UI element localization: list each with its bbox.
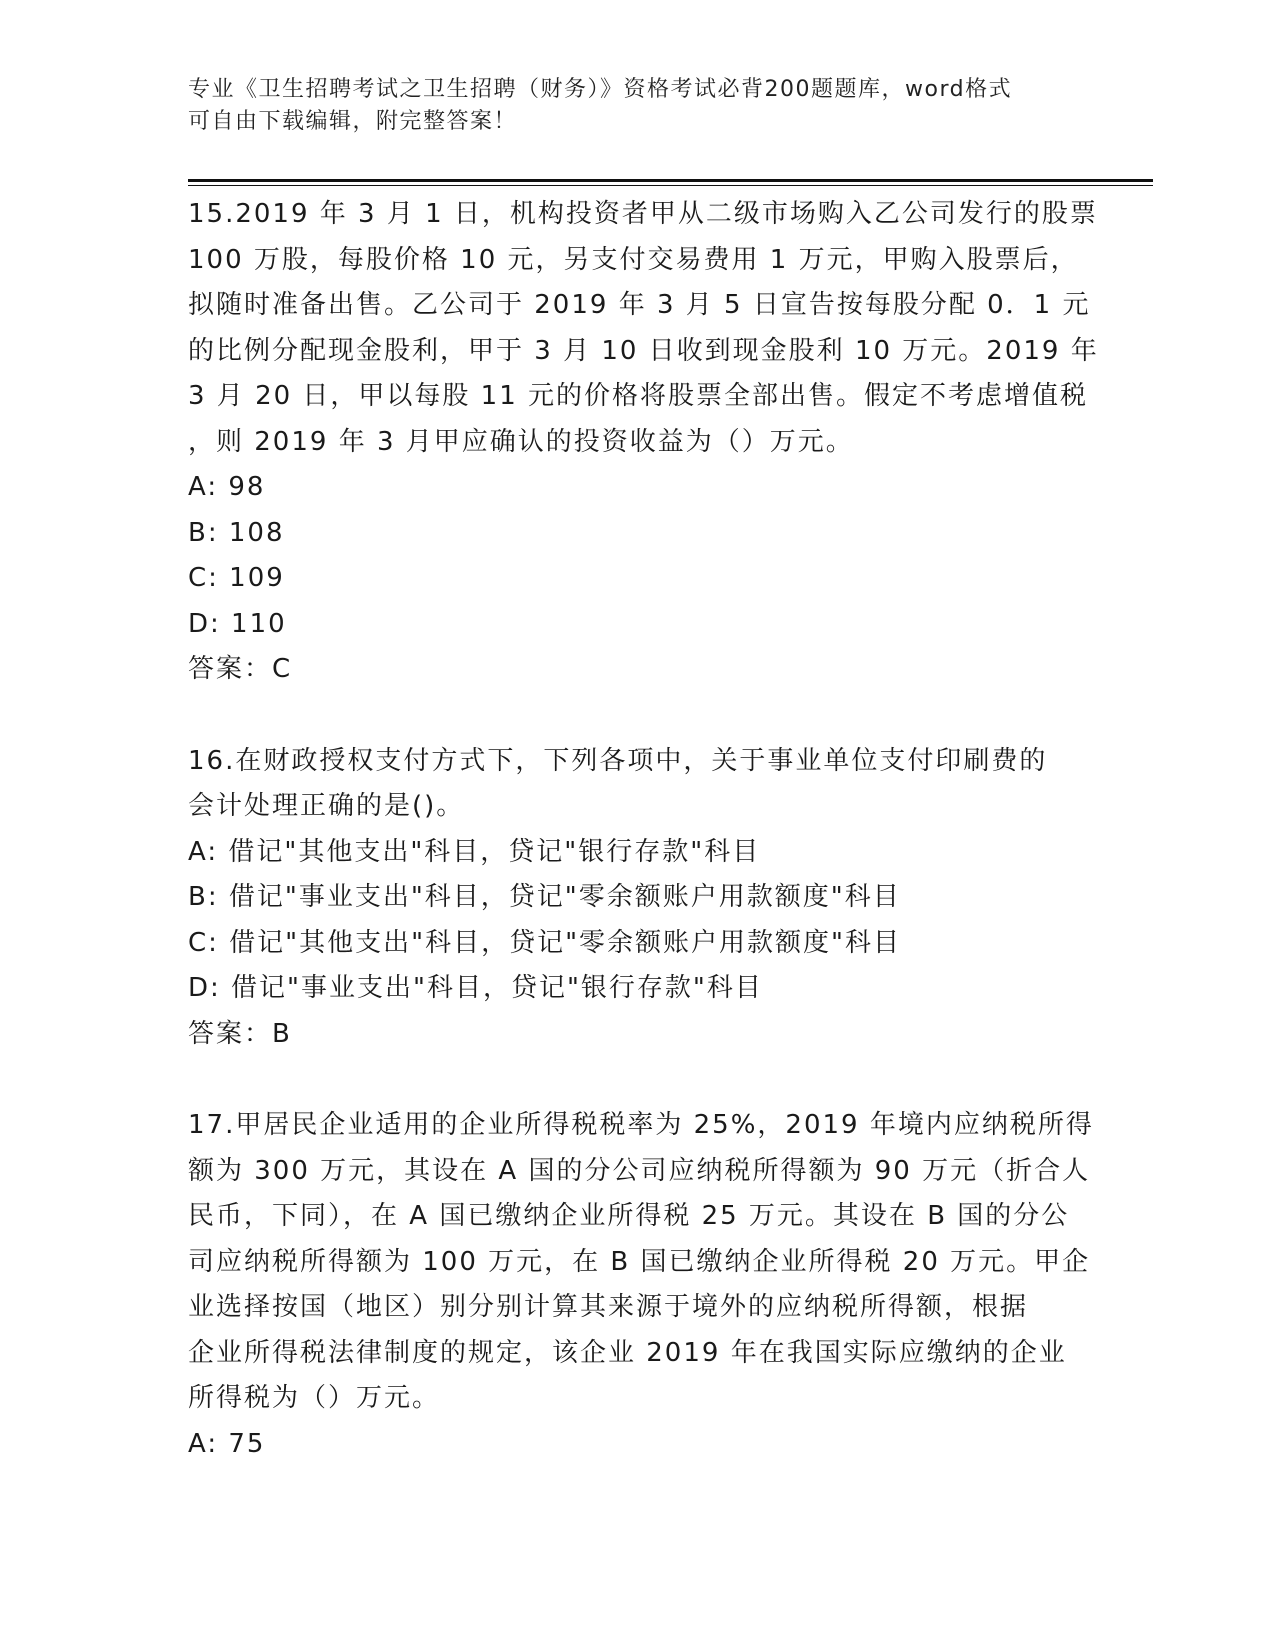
answer-label: 答案：C [188, 654, 293, 684]
answer-label: 答案：B [188, 1018, 292, 1049]
question-stem-line: 15.2019 年 3 月 1 日，机构投资者甲从二级市场购入乙公司发行的股票 [188, 199, 1098, 229]
header-rule-thick [188, 179, 1153, 182]
option-b: B: 108 [188, 517, 285, 548]
question-stem-line: 17.甲居民企业适用的企业所得税税率为 25%，2019 年境内应纳税所得 [188, 1110, 1094, 1140]
question-stem-line: 会计处理正确的是()。 [188, 791, 465, 821]
header-line: 专业《卫生招聘考试之卫生招聘（财务）》资格考试必背200题题库，word格式 [188, 77, 1013, 102]
question-stem-line: 16.在财政授权支付方式下，下列各项中，关于事业单位支付印刷费的 [188, 745, 1048, 776]
question-stem-line: 100 万股，每股价格 10 元，另支付交易费用 1 万元，甲购入股票后， [188, 244, 1079, 275]
option-a: A: 98 [188, 472, 266, 502]
question-stem-line: 司应纳税所得额为 100 万元，在 B 国已缴纳企业所得税 20 万元。甲企 [188, 1246, 1091, 1277]
question-list [188, 192, 1099, 1467]
header-line: 可自由下载编辑，附完整答案！ [188, 109, 518, 134]
question-stem-line: 民币，下同），在 A 国已缴纳企业所得税 25 万元。其设在 B 国的分公 [188, 1201, 1070, 1231]
option-a: A: 75 [188, 1428, 266, 1459]
option-c: C: 109 [188, 563, 285, 593]
question-stem-line: 拟随时准备出售。乙公司于 2019 年 3 月 5 日宣告按每股分配 0．1 元 [188, 290, 1091, 320]
question-17 [188, 1103, 1094, 1467]
option-b: B: 借记"事业支出"科目，贷记"零余额账户用款额度"科目 [188, 882, 901, 912]
question-stem-line: 所得税为（）万元。 [188, 1383, 441, 1413]
option-d: D: 借记"事业支出"科目，贷记"银行存款"科目 [188, 973, 763, 1003]
question-stem-line: 业选择按国（地区）别分别计算其来源于境外的应纳税所得额，根据 [188, 1292, 1029, 1322]
question-stem-line: ，则 2019 年 3 月甲应确认的投资收益为（）万元。 [188, 426, 854, 457]
document-header [188, 74, 1068, 138]
question-spacer [188, 693, 1088, 739]
question-stem-line: 额为 300 万元，其设在 A 国的分公司应纳税所得额为 90 万元（折合人 [188, 1155, 1091, 1186]
question-spacer [188, 1057, 1088, 1103]
option-d: D: 110 [188, 608, 287, 639]
header-rule-thin [188, 185, 1153, 186]
option-c: C: 借记"其他支出"科目，贷记"零余额账户用款额度"科目 [188, 927, 902, 958]
question-stem-line: 3 月 20 日，甲以每股 11 元的价格将股票全部出售。假定不考虑增值税 [188, 381, 1089, 411]
option-a: A: 借记"其他支出"科目，贷记"银行存款"科目 [188, 836, 761, 867]
question-15 [188, 192, 1099, 693]
question-stem-line: 企业所得税法律制度的规定，该企业 2019 年在我国实际应缴纳的企业 [188, 1337, 1067, 1368]
question-16 [188, 739, 1088, 1058]
question-stem-line: 的比例分配现金股利，甲于 3 月 10 日收到现金股利 10 万元。2019 年 [188, 335, 1099, 366]
